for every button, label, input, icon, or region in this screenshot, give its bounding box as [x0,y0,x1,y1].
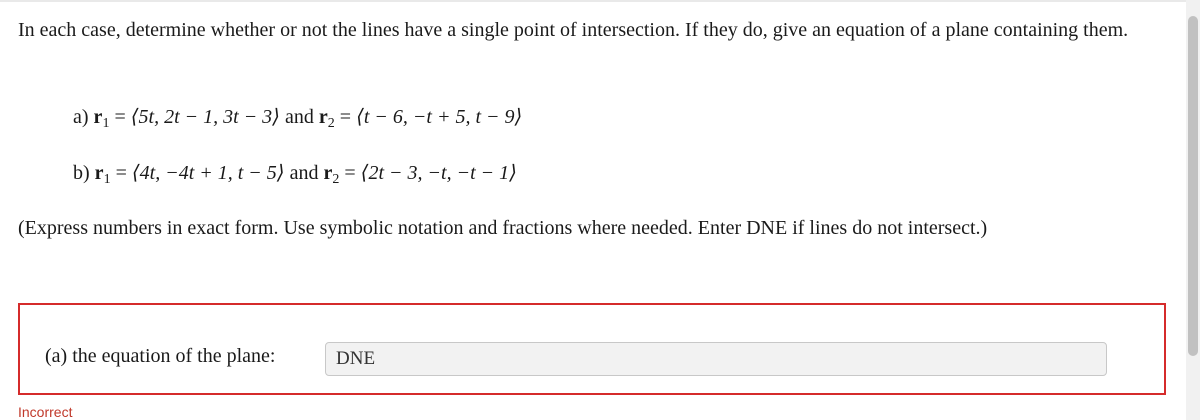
top-divider [0,0,1186,2]
plane-equation-input[interactable] [325,342,1107,376]
answer-instructions: (Express numbers in exact form. Use symbolic notation and fractions where needed. Enter DNE if lines do not intersect.) [18,217,988,239]
formula-b-r2-sub: 2 [332,172,340,187]
formula-a-r2-sub: 2 [327,116,335,131]
formula-b: b) $r_1$ = ⟨4t, −4t + 1, t − 5⟩ and $r_2$ = ⟨2t − 3, −t, −t − 1⟩ [73,162,517,187]
formula-b-conj: and [289,162,319,184]
formula-a-label: a) [73,106,89,128]
formula-b-r1: r [94,162,104,184]
formula-a-r2-vector: ⟨t − 6, −t + 5, t − 9⟩ [356,106,523,128]
scrollbar[interactable] [1186,0,1200,420]
answer-box [18,303,1166,395]
question-prompt: In each case, determine whether or not the lines have a single point of intersection. If they do, give an equation of a plane containing them. [18,19,1129,41]
formula-a-r1: r [93,106,103,128]
answer-label: (a) the equation of the plane: [45,345,276,367]
formula-a-r1-vector: ⟨5t, 2t − 1, 3t − 3⟩ [130,106,280,128]
formula-a-r2: r [318,106,328,128]
formula-b-r2-vector: ⟨2t − 3, −t, −t − 1⟩ [360,162,517,184]
formula-b-label: b) [73,162,90,184]
formula-b-r1-sub: 1 [103,172,111,187]
scrollbar-thumb[interactable] [1188,16,1198,356]
formula-a: a) $r_1$ = ⟨5t, 2t − 1, 3t − 3⟩ and $r_2$ = ⟨t − 6, −t + 5, t − 9⟩ [73,106,523,131]
formula-b-r2: r [323,162,333,184]
formula-a-r1-sub: 1 [102,116,110,131]
formula-b-r1-vector: ⟨4t, −4t + 1, t − 5⟩ [131,162,285,184]
status-incorrect: Incorrect [18,404,73,420]
formula-a-conj: and [285,106,314,128]
